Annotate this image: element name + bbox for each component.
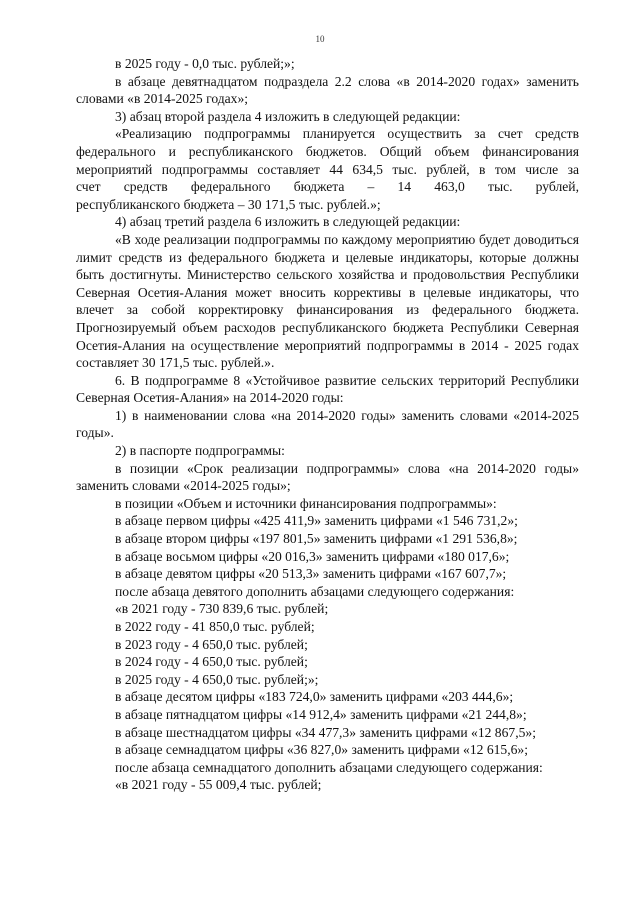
paragraph: в абзаце восьмом цифры «20 016,3» заменить цифрами «180 017,6»; [115, 548, 510, 564]
paragraph: в 2024 году - 4 650,0 тыс. рублей; [115, 654, 308, 670]
word: счет [76, 179, 101, 195]
paragraph: в абзаце первом цифры «425 411,9» заменить цифрами «1 546 731,2»; [115, 513, 518, 529]
paragraph: «В ходе реализации подпрограммы по каждому мероприятию будет доводиться лимит средств из федерального бюджета и целевые индикаторы, которые должны быть достигнуты. Министерство сельского хозяйства и продовольствия Республики Северная Осетия-Алания может вносить коррективы в целевые индикаторы, что влечет за собой корректировку финансирования из федерального бюджета. Прогнозируемый объем расходов республиканского бюджета Республики Северная Осетия-Алания на осуществление мероприятий подпрограммы в 2014 - 2025 годах составляет 30 171,5 тыс. рублей.». [76, 231, 579, 371]
paragraph: в абзаце девятом цифры «20 513,3» заменить цифрами «167 607,7»; [115, 566, 507, 582]
paragraph: «в 2021 году - 55 009,4 тыс. рублей; [115, 777, 322, 793]
paragraph: в абзаце шестнадцатом цифры «34 477,3» заменить цифрами «12 867,5»; [115, 724, 536, 740]
paragraph: «Реализацию подпрограммы планируется осуществить за счет средств федерального и республиканского бюджетов. Общий объем финансирования мероприятий подпрограммы составляет 44 634,5 тыс. рублей, в том числе за [76, 126, 579, 177]
paragraph: в 2022 году - 41 850,0 тыс. рублей; [115, 619, 315, 634]
paragraph: 6. В подпрограмме 8 «Устойчивое развитие сельских территорий Республики Северная Осетия-Алания» на 2014-2020 годы: [76, 372, 579, 406]
paragraph: в позиции «Объем и источники финансирования подпрограммы»: [115, 495, 497, 511]
word: средств [123, 179, 168, 195]
paragraph: в 2025 году - 0,0 тыс. рублей;»; [115, 56, 295, 71]
page-number: 10 [315, 34, 325, 44]
paragraph: 4) абзац третий раздела 6 изложить в следующей редакции: [115, 214, 461, 230]
paragraph: в абзаце пятнадцатом цифры «14 912,4» заменить цифрами «21 244,8»; [115, 706, 527, 722]
paragraph: в 2025 году - 4 650,0 тыс. рублей;»; [115, 671, 319, 687]
paragraph: в абзаце девятнадцатом подраздела 2.2 слова «в 2014-2020 годах» заменить словами «в 2014-2025 годах»; [76, 73, 579, 107]
paragraph: в абзаце десятом цифры «183 724,0» заменить цифрами «203 444,6»; [115, 689, 514, 705]
document-body [76, 55, 579, 794]
word: бюджета [293, 179, 345, 195]
paragraph: после абзаца семнадцатого дополнить абзацами следующего содержания: [115, 759, 543, 775]
paragraph: в абзаце втором цифры «197 801,5» заменить цифрами «1 291 536,8»; [115, 531, 518, 547]
spread-line [76, 178, 579, 196]
paragraph: республиканского бюджета – 30 171,5 тыс. рублей.»; [76, 196, 381, 212]
paragraph: в 2023 году - 4 650,0 тыс. рублей; [115, 636, 308, 652]
word: тыс. [488, 179, 513, 195]
paragraph: после абзаца девятого дополнить абзацами следующего содержания: [115, 583, 515, 599]
paragraph: в позиции «Срок реализации подпрограммы» слова «на 2014-2020 годы» заменить словами «2014-2025 годы»; [76, 460, 579, 494]
paragraph: «в 2021 году - 730 839,6 тыс. рублей; [115, 601, 329, 617]
paragraph: 1) в наименовании слова «на 2014-2020 годы» заменить словами «2014-2025 годы». [76, 407, 579, 441]
paragraph: 3) абзац второй раздела 4 изложить в следующей редакции: [115, 108, 461, 124]
paragraph: 2) в паспорте подпрограммы: [115, 443, 285, 459]
paragraph: в абзаце семнадцатом цифры «36 827,0» заменить цифрами «12 615,6»; [115, 742, 528, 758]
word: – [367, 179, 375, 195]
word: федерального [190, 179, 271, 195]
word: рублей, [535, 179, 579, 195]
word: 14 463,0 [397, 179, 465, 195]
